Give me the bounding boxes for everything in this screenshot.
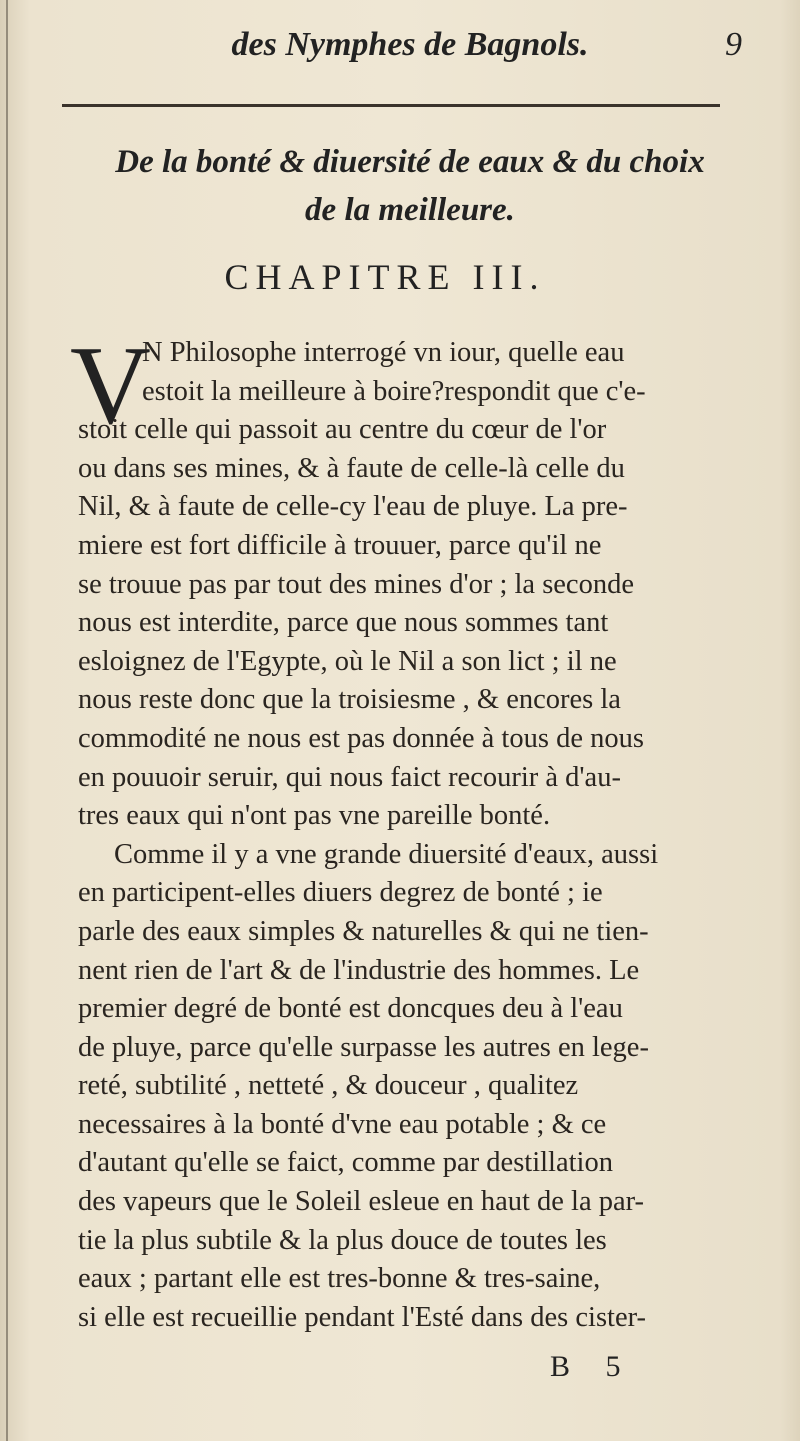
header-rule [62, 104, 720, 107]
text-line: se trouue pas par tout des mines d'or ; la seconde [78, 568, 634, 600]
text-line: en participent-elles diuers degrez de bonté ; ie [78, 877, 603, 909]
chapter-heading: CHAPITRE III. [224, 257, 546, 297]
text-line: tie la plus subtile & la plus douce de toutes les [78, 1224, 607, 1256]
text-line: esloignez de l'Egypte, où le Nil a son lict ; il ne [78, 645, 617, 677]
chapter-title-line: De la bonté & diuersité de eaux & du choix [115, 144, 705, 180]
chapter-title-line: de la meilleure. [305, 192, 515, 228]
text-line: d'autant qu'elle se faict, comme par destillation [78, 1147, 613, 1179]
text-line: necessaires à la bonté d'vne eau potable ; & ce [78, 1108, 607, 1140]
running-head: des Nymphes de Bagnols. [231, 26, 589, 63]
text-line: Comme il y a vne grande diuersité d'eaux, aussi [114, 838, 659, 870]
text-line: commodité ne nous est pas donnée à tous de nous [78, 722, 644, 754]
drop-cap: V [70, 324, 151, 448]
text-line: en pouuoir seruir, qui nous faict recourir à d'au- [78, 761, 621, 793]
binding-edge [6, 0, 8, 1441]
page-number: 9 [725, 26, 742, 63]
text-line: estoit la meilleure à boire?respondit que c'e- [142, 375, 646, 407]
text-line: nous est interdite, parce que nous sommes tant [78, 607, 609, 639]
text-line: premier degré de bonté est doncques deu à l'eau [78, 993, 623, 1025]
chapter-title [60, 138, 760, 234]
text-line: reté, subtilité , netteté , & douceur , qualitez [78, 1070, 579, 1102]
text-line: stoit celle qui passoit au centre du cœur de l'or [78, 414, 607, 446]
text-line: des vapeurs que le Soleil esleue en haut de la par- [78, 1186, 645, 1218]
text-line: de pluye, parce qu'elle surpasse les autres en lege- [78, 1031, 649, 1063]
text-line: miere est fort difficile à trouuer, parce qu'il ne [78, 529, 602, 561]
text-line: nent rien de l'art & de l'industrie des hommes. Le [78, 954, 640, 986]
text-line: parle des eaux simples & naturelles & qui ne tien- [78, 915, 649, 947]
text-line: eaux ; partant elle est tres-bonne & tres-saine, [78, 1263, 601, 1295]
text-line: tres eaux qui n'ont pas vne pareille bonté. [78, 800, 551, 832]
signature-mark: B 5 [550, 1350, 635, 1383]
text-line: si elle est recueillie pendant l'Esté dans des cister- [78, 1301, 647, 1333]
text-line: Nil, & à faute de celle-cy l'eau de pluye. La pre- [78, 491, 628, 523]
text-line: nous reste donc que la troisiesme , & encores la [78, 684, 621, 716]
text-line: ou dans ses mines, & à faute de celle-là celle du [78, 452, 625, 484]
body-text [78, 334, 768, 1337]
text-line: N Philosophe interrogé vn iour, quelle eau [142, 337, 625, 368]
